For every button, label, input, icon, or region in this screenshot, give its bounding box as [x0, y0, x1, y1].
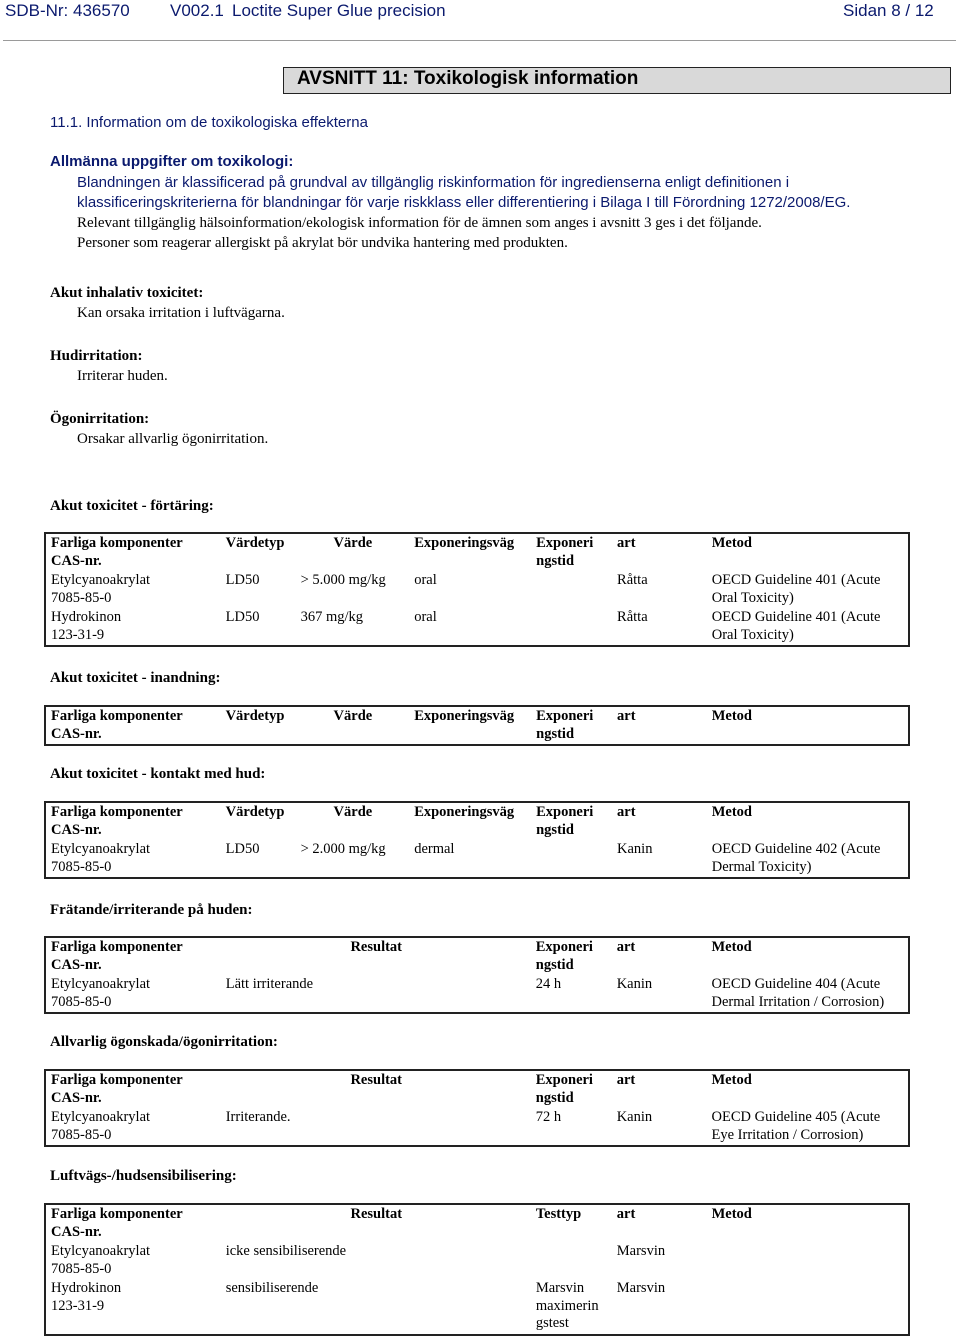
- subsection-title: 11.1. Information om de toxikologiska effekterna: [50, 114, 368, 131]
- eye-damage-table: [44, 1069, 910, 1147]
- general-paragraph: [77, 173, 947, 253]
- header-value: Värde: [333, 708, 373, 724]
- result: icke sensibiliserende: [225, 1243, 347, 1259]
- test-type: Marsvin maximerin gstest: [535, 1280, 599, 1331]
- value: 367 mg/kg: [300, 609, 364, 625]
- table-row: Etylcyanoakrylat 7085-85-0 LD50 > 5.000 mg/kg oral Råtta OECD Guideline 401 (Acute Oral Toxicity): [45, 571, 909, 608]
- header-species: art: [617, 804, 636, 820]
- header-value-type: Värdetyp: [225, 708, 285, 724]
- header-method: Metod: [711, 535, 752, 551]
- table-header-row: [45, 802, 909, 840]
- value-type: LD50: [225, 572, 260, 588]
- cas-number: 7085-85-0: [51, 1126, 112, 1143]
- table-header-row: [45, 1070, 909, 1108]
- header-result: Resultat: [350, 939, 403, 955]
- general-line-1: Blandningen är klassificerad på grundval av tillgänglig riskinformation för ingredienserna enligt definitionen i: [77, 174, 790, 191]
- eye-irritation-text: Orsakar allvarlig ögonirritation.: [77, 431, 269, 447]
- method: [707, 1242, 909, 1279]
- cas-number: 7085-85-0: [51, 589, 112, 606]
- method: OECD Guideline 401 (Acute: [711, 609, 881, 625]
- header-component: Farliga komponenter CAS-nr.: [51, 1206, 183, 1240]
- page-number: Sidan 8 / 12: [843, 1, 934, 20]
- exposure-time: [531, 571, 612, 608]
- value-type: LD50: [225, 841, 260, 857]
- product-name: Loctite Super Glue precision: [232, 1, 446, 20]
- header-exposure-time: Exponeri ngstid: [535, 1072, 593, 1106]
- method: OECD Guideline 405 (Acute: [711, 1109, 881, 1125]
- header-exposure-time: Exponeri ngstid: [536, 804, 594, 838]
- header-species: art: [616, 939, 636, 955]
- dermal-toxicity-heading: Akut toxicitet - kontakt med hud:: [50, 766, 266, 782]
- inhalation-toxicity-table: [44, 705, 910, 746]
- route: oral: [414, 572, 437, 588]
- header-result: Resultat: [350, 1206, 403, 1222]
- inhalative-text: Kan orsaka irritation i luftvägarna.: [77, 305, 285, 321]
- document-version: V002.1: [170, 1, 224, 20]
- header-component: Farliga komponenter CAS-nr.: [51, 708, 183, 742]
- oral-toxicity-table: [44, 532, 910, 647]
- skin-irritation-text: Irriterar huden.: [77, 368, 168, 384]
- header-divider: [3, 40, 956, 41]
- section-title: AVSNITT 11: Toxikologisk information: [297, 68, 639, 89]
- method: OECD Guideline 402 (Acute: [711, 841, 881, 857]
- oral-toxicity-heading: Akut toxicitet - förtäring:: [50, 498, 214, 514]
- header-exposure-route: Exponeringsväg: [414, 708, 515, 724]
- value: > 2.000 mg/kg: [300, 841, 386, 857]
- value-type: LD50: [225, 609, 260, 625]
- cas-number: 123-31-9: [51, 1297, 105, 1314]
- general-line-4: Personer som reagerar allergiskt på akrylat bör undvika hantering med produkten.: [77, 235, 568, 251]
- header-method: Metod: [711, 804, 752, 820]
- header-component: Farliga komponenter CAS-nr.: [51, 1072, 183, 1106]
- dermal-toxicity-table: [44, 801, 910, 879]
- header-component: Farliga komponenter CAS-nr.: [51, 804, 183, 838]
- component-name: Hydrokinon: [51, 609, 122, 625]
- table-header-row: [45, 1204, 909, 1242]
- header-exposure-route: Exponeringsväg: [414, 535, 515, 551]
- exposure-time: 24 h: [535, 976, 562, 992]
- component-name: Etylcyanoakrylat: [51, 572, 151, 588]
- method: OECD Guideline 404 (Acute: [711, 976, 881, 992]
- header-species: art: [617, 708, 636, 724]
- inhalation-toxicity-heading: Akut toxicitet - inandning:: [50, 670, 221, 686]
- header-method: Metod: [711, 1206, 752, 1222]
- general-line-2: klassificeringskriterierna för blandningar för varje riskklass eller differentiering i Bilaga I till Förordning 1272/2008/EG.: [77, 194, 851, 211]
- table-header-row: [45, 533, 909, 571]
- route: oral: [414, 609, 437, 625]
- table-row: Etylcyanoakrylat 7085-85-0 LD50 > 2.000 mg/kg dermal Kanin OECD Guideline 402 (Acute Dermal Toxicity): [45, 840, 909, 878]
- component-name: Hydrokinon: [51, 1280, 122, 1296]
- species: Kanin: [616, 976, 653, 992]
- header-component: Farliga komponenter CAS-nr.: [51, 535, 183, 569]
- method: OECD Guideline 401 (Acute: [711, 572, 881, 588]
- component-name: Etylcyanoakrylat: [51, 976, 151, 992]
- result: Lätt irriterande: [225, 976, 314, 992]
- species: Marsvin: [616, 1280, 666, 1296]
- header-method: Metod: [711, 708, 752, 724]
- header-method: Metod: [711, 939, 752, 955]
- cas-number: 123-31-9: [51, 626, 105, 643]
- document-id: SDB-Nr: 436570: [5, 1, 130, 20]
- header-value-type: Värdetyp: [225, 535, 285, 551]
- component-name: Etylcyanoakrylat: [51, 1109, 151, 1125]
- sensitization-table: [44, 1203, 910, 1336]
- species: Kanin: [616, 1109, 653, 1125]
- skin-corrosion-heading: Frätande/irriterande på huden:: [50, 902, 253, 918]
- cas-number: 7085-85-0: [51, 1260, 112, 1277]
- header-method: Metod: [711, 1072, 752, 1088]
- skin-irritation-heading: Hudirritation:: [50, 348, 143, 364]
- eye-irritation-heading: Ögonirritation:: [50, 411, 150, 427]
- header-value: Värde: [333, 535, 373, 551]
- header-result: Resultat: [350, 1072, 403, 1088]
- header-exposure-route: Exponeringsväg: [414, 804, 515, 820]
- header-test-type: Testtyp: [535, 1206, 582, 1222]
- skin-corrosion-table: [44, 936, 910, 1014]
- method: [707, 1279, 909, 1335]
- header-exposure-time: Exponeri ngstid: [536, 535, 594, 569]
- species: Marsvin: [616, 1243, 666, 1259]
- eye-damage-heading: Allvarlig ögonskada/ögonirritation:: [50, 1034, 278, 1050]
- table-row: [45, 1242, 909, 1279]
- component-name: Etylcyanoakrylat: [51, 1243, 151, 1259]
- table-row: Etylcyanoakrylat 7085-85-0 Lätt irriterande 24 h Kanin OECD Guideline 404 (Acute Dermal Irritation / Corrosion): [45, 975, 909, 1013]
- header-species: art: [617, 535, 636, 551]
- cas-number: 7085-85-0: [51, 858, 112, 875]
- result: Irriterande.: [225, 1109, 291, 1125]
- general-heading: Allmänna uppgifter om toxikologi:: [50, 153, 294, 170]
- exposure-time: [531, 840, 612, 878]
- table-row: Hydrokinon 123-31-9 LD50 367 mg/kg oral Råtta OECD Guideline 401 (Acute Oral Toxicity): [45, 608, 909, 646]
- table-row: [45, 1279, 909, 1335]
- table-header-row: [45, 937, 909, 975]
- header-species: art: [616, 1072, 636, 1088]
- exposure-time: 72 h: [535, 1109, 562, 1125]
- header-exposure-time: Exponeri ngstid: [536, 708, 594, 742]
- table-header-row: [45, 706, 909, 745]
- species: Råtta: [617, 572, 648, 588]
- route: dermal: [414, 841, 455, 857]
- header-value: Värde: [333, 804, 373, 820]
- general-line-3: Relevant tillgänglig hälsoinformation/ekologisk information för de ämnen som anges i avsnitt 3 ges i det följande.: [77, 215, 762, 231]
- inhalative-heading: Akut inhalativ toxicitet:: [50, 285, 204, 301]
- table-row: Etylcyanoakrylat 7085-85-0 Irriterande. 72 h Kanin OECD Guideline 405 (Acute Eye Irritation / Corrosion): [45, 1108, 909, 1146]
- header-value-type: Värdetyp: [225, 804, 285, 820]
- header-exposure-time: Exponeri ngstid: [535, 939, 593, 973]
- species: Råtta: [617, 609, 648, 625]
- header-component: Farliga komponenter CAS-nr.: [51, 939, 183, 973]
- test-type: [531, 1242, 612, 1279]
- species: Kanin: [617, 841, 653, 857]
- value: > 5.000 mg/kg: [300, 572, 386, 588]
- exposure-time: [531, 608, 612, 646]
- result: sensibiliserende: [225, 1280, 319, 1296]
- cas-number: 7085-85-0: [51, 993, 112, 1010]
- sensitization-heading: Luftvägs-/hudsensibilisering:: [50, 1168, 237, 1184]
- header-species: art: [616, 1206, 636, 1222]
- component-name: Etylcyanoakrylat: [51, 841, 151, 857]
